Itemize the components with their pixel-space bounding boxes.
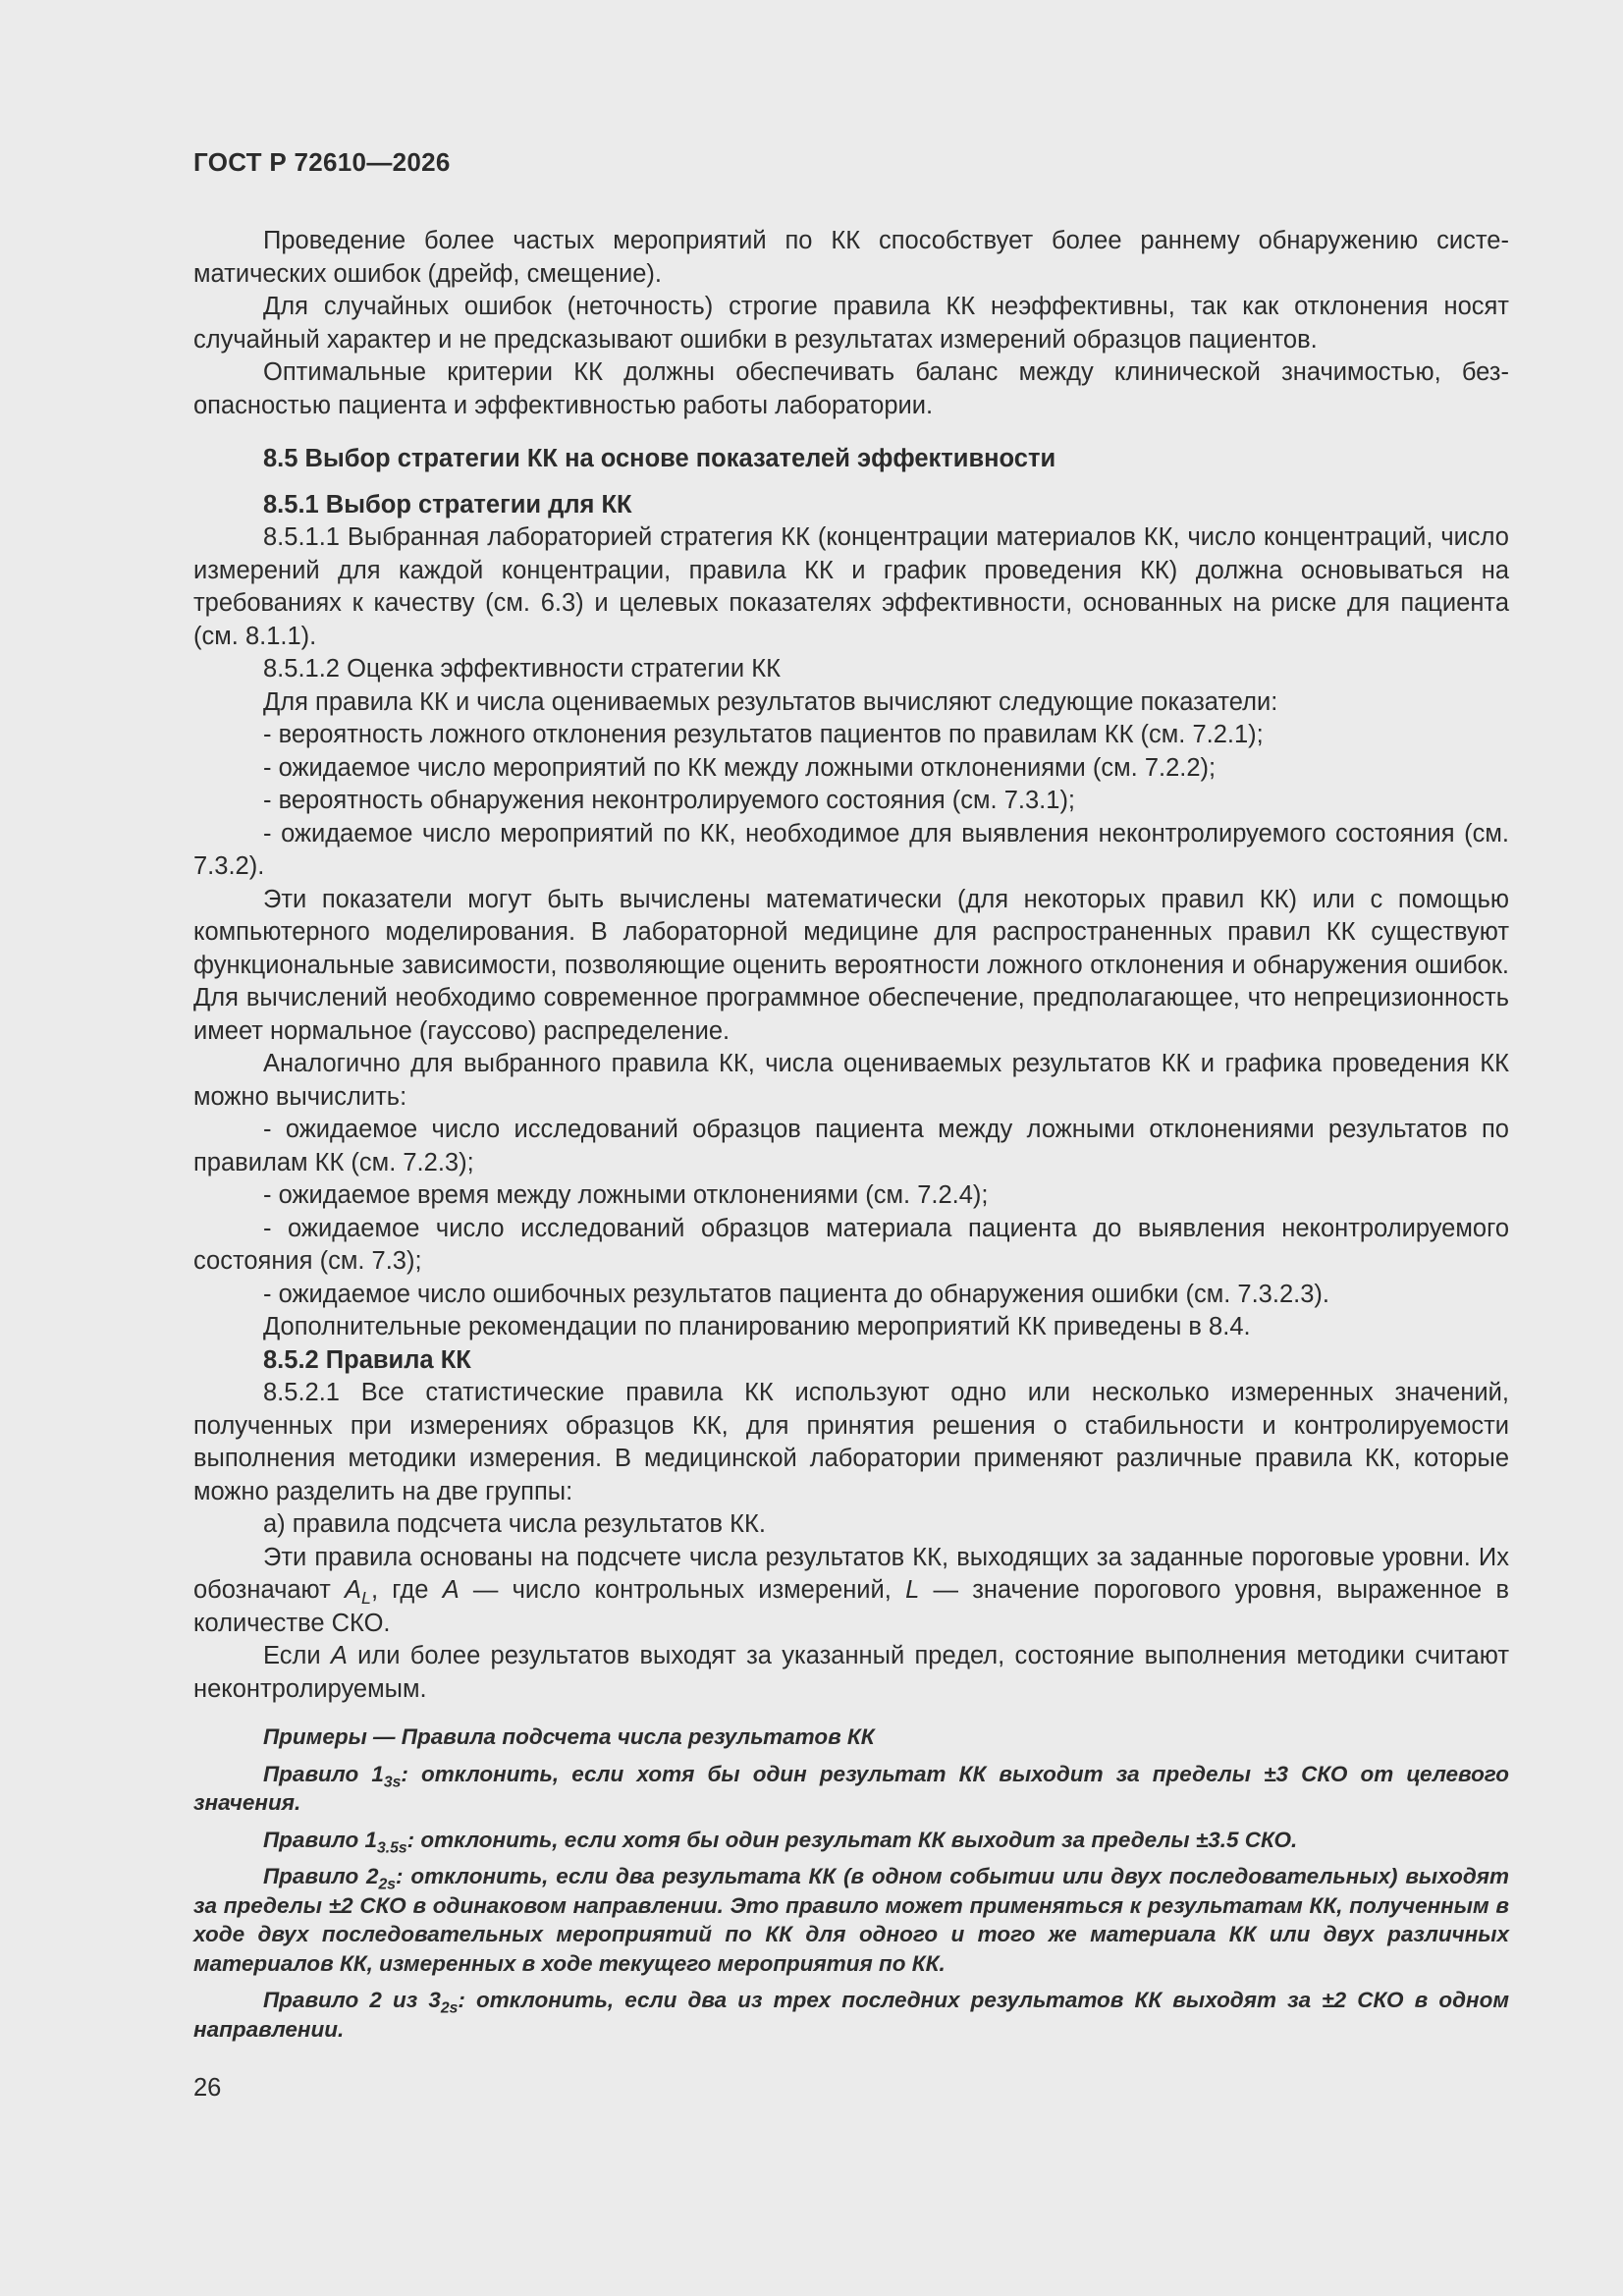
list-item: - ожидаемое число исследований образцов материала пациента до выявления неконтролируемого состояния (см. 7.3); [193,1214,1509,1275]
subsection-heading-8-5-1: 8.5.1 Выбор стратегии для КК [263,490,632,519]
page-number: 26 [193,2074,222,2102]
paragraph: Если A или более результатов выходят за указанный предел, состояние выполнения методики считают неконтролируемым. [193,1642,1509,1703]
examples-title: Примеры — Правила подсчета числа результатов КК [263,1724,875,1749]
paragraph: Аналогично для выбранного правила КК, числа оцениваемых результатов КК и графика проведения КК можно вычислить: [193,1050,1509,1111]
paragraph: Для правила КК и числа оцениваемых результатов вычисляют следующие показатели: [263,687,1278,716]
section-heading-8-5: 8.5 Выбор стратегии КК на основе показателей эффективности [263,445,1056,472]
paragraph: Эти правила основаны на подсчете числа результатов КК, выходящих за заданные пороговые уровни. Их обозначают $A_L$, где A — число контрольных измерений, L — значение порогового уровня, выраженное в количестве СКО. [193,1543,1509,1637]
example-rule-1-3s: Правило $1_{3s}$: отклонить, если хотя бы один результат КК выходит за пределы ±3 СКО от целевого значения. [193,1761,1510,1815]
paragraph: 8.5.2.1 Все статистические правила КК используют одно или несколько измеренных значений, полученных при измерениях образцов КК, для принятия решения о стабильности и контролируемости выполнения методики измерения. В медицинской лаборатории применяют различные правила КК, которые можно разделить на две группы: [193,1379,1509,1505]
paragraph: Оптимальные критерии КК должны обеспечивать баланс между клинической значимостью, безопасностью пациента и эффективностью работы лаборатории. [193,358,1509,419]
paragraph: Дополнительные рекомендации по планированию мероприятий КК приведены в 8.4. [263,1313,1251,1340]
list-item: - ожидаемое число ошибочных результатов пациента до обнаружения ошибки (см. 7.3.2.3). [263,1280,1329,1308]
subsection-heading-8-5-2: 8.5.2 Правила КК [263,1345,471,1374]
list-item: - вероятность обнаружения неконтролируемого состояния (см. 7.3.1); [263,787,1076,814]
list-item: - ожидаемое число мероприятий по КК, необходимое для выявления неконтролируемого состояния (см. 7.3.2). [193,819,1509,880]
list-item: - вероятность ложного отклонения результатов пациентов по правилам КК (см. 7.2.1); [263,721,1264,748]
example-rule-1-3-5s: Правило $1_{3.5s}$: отклонить, если хотя бы один результат КК выходит за пределы ±3.5 СКО. [263,1827,1298,1856]
paragraph: 8.5.1.1 Выбранная лабораторией стратегия КК (концентрации материалов КК, число концентраций, число измерений для каждой концентрации, правила КК и график проведения КК) должна основываться на требованиях к качеству (см. 6.3) и целевых показателях эффективности, основанных на риске для пациента (см. 8.1.1). [193,523,1509,650]
list-item: а) правила подсчета числа результатов КК. [263,1510,766,1538]
list-item: - ожидаемое число мероприятий по КК между ложными отклонениями (см. 7.2.2); [263,753,1217,782]
example-rule-2-2s: Правило $2_{2s}$: отклонить, если два результата КК (в одном событии или двух последовательных) выходят за пределы ±2 СКО в одинаковом направлении. Это правило может применяться к результатам КК, полученным в ходе двух последовательных мероприятий по КК для одного и того же материала КК или двух различных материалов КК, измеренных в ходе текущего мероприятия по КК. [193,1864,1509,1976]
paragraph: Эти показатели могут быть вычислены математически (для некоторых правил КК) или с помощью компьютерного моделирования. В лабораторной медицине для распространенных правил КК существуют функциональные зависимости, позволяющие оценить вероятности ложного отклонения и обнаружения ошибок. Для вычислений необходимо современное программное обеспечение, предполагающее, что непрецизионность имеет нормальное (гауссово) распределение. [193,885,1509,1045]
document-header: ГОСТ Р 72610—2026 [193,147,451,177]
paragraph: 8.5.1.2 Оценка эффективности стратегии КК [263,655,781,683]
paragraph: Проведение более частых мероприятий по КК способствует более раннему обнаружению систематических ошибок (дрейф, смещение). [193,227,1509,288]
example-rule-2-of-3-2s: Правило 2 из $3_{2s}$: отклонить, если два из трех последних результатов КК выходят за ±2 СКО в одном направлении. [193,1988,1509,2042]
paragraph: Для случайных ошибок (неточность) строгие правила КК неэффективны, так как отклонения носят случайный характер и не предсказывают ошибки в результатах измерений образцов пациентов. [193,293,1509,354]
page-body [193,225,1509,2044]
list-item: - ожидаемое время между ложными отклонениями (см. 7.2.4); [263,1181,989,1209]
list-item: - ожидаемое число исследований образцов пациента между ложными отклонениями результатов по правилам КК (см. 7.2.3); [193,1116,1509,1176]
